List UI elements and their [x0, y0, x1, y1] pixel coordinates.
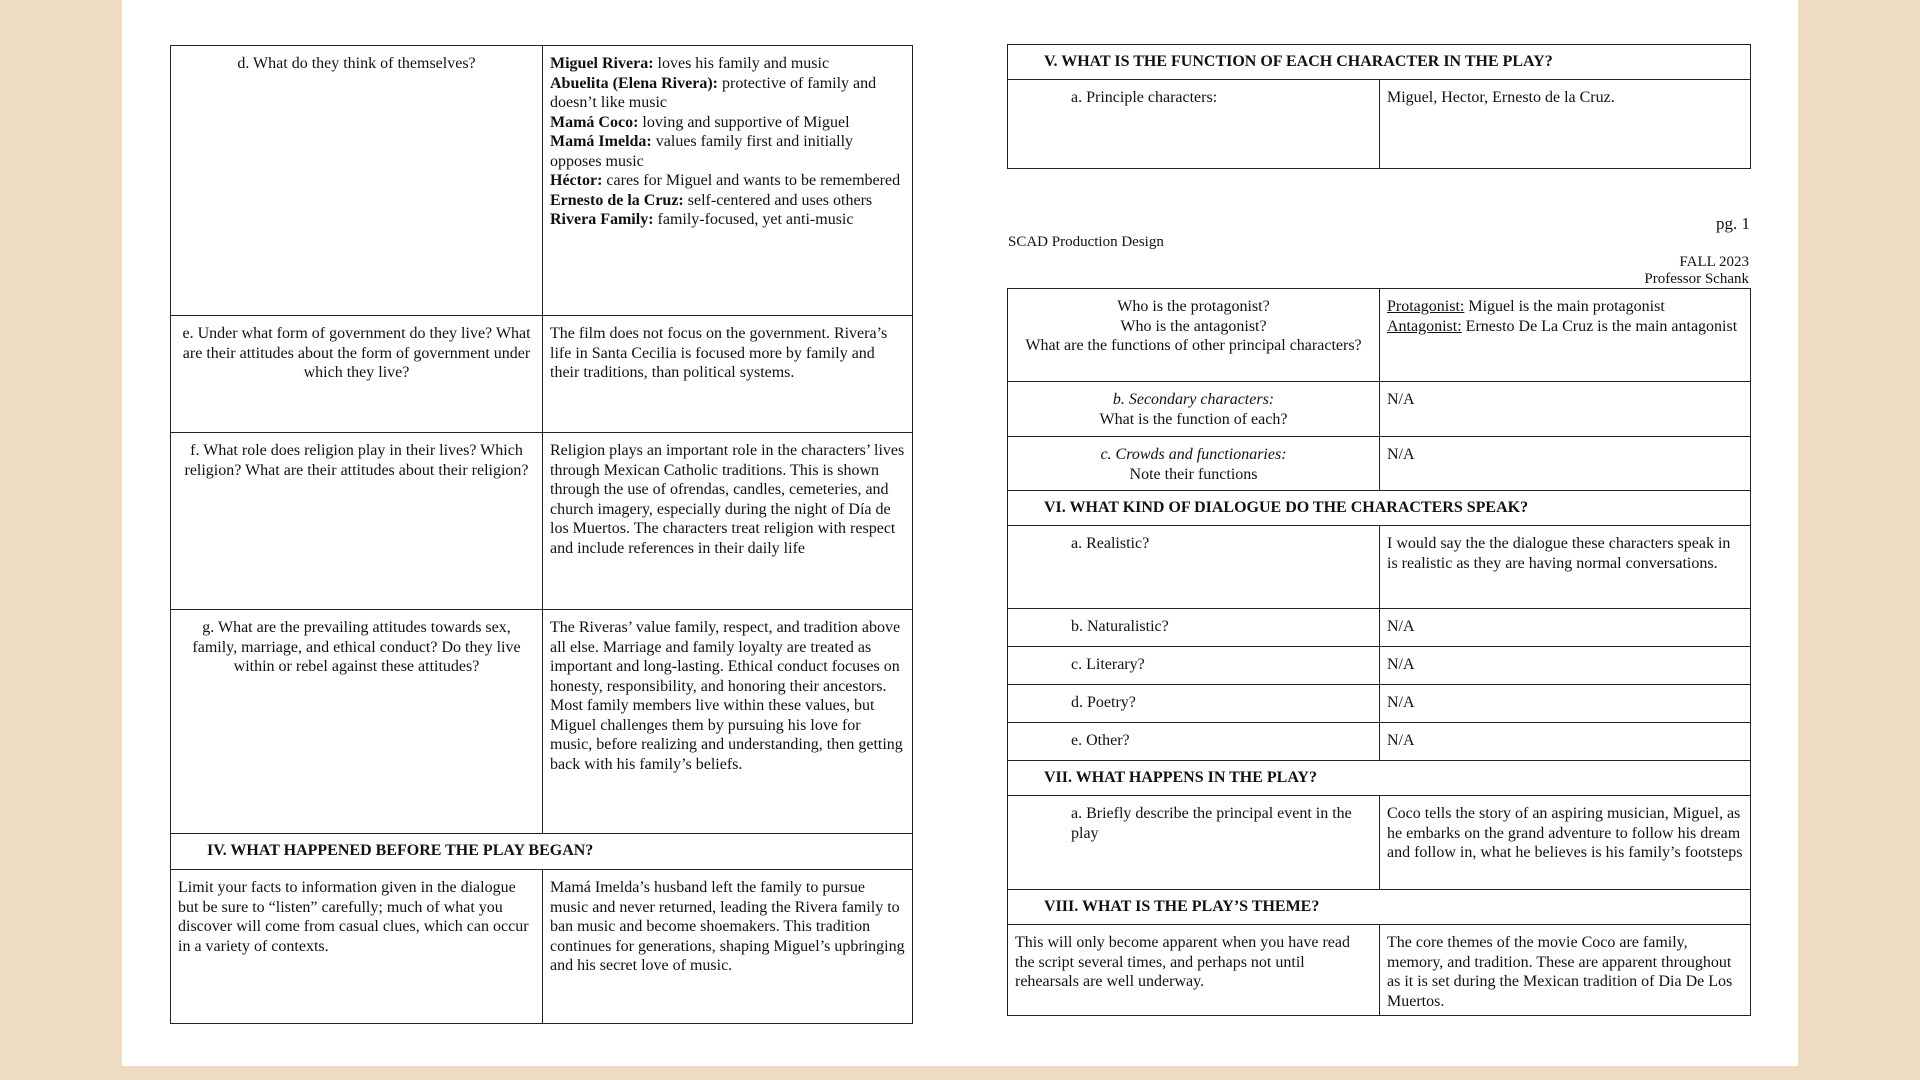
answer-d: [543, 46, 913, 316]
section-title: VIII. WHAT IS THE PLAY’S THEME?: [1008, 890, 1751, 925]
question-other: e. Other?: [1008, 723, 1380, 761]
answer-literary: N/A: [1380, 647, 1751, 685]
row-government: [171, 316, 913, 433]
answer-before-play: Mamá Imelda’s husband left the family to pursue music and never returned, leading the Rivera family to ban music and become shoemakers. This tradition continues for generations, shaping Miguel’s upbringing and his secret love of music.: [543, 870, 913, 1024]
row-other: [1008, 723, 1751, 761]
row-before-play: [171, 870, 913, 1024]
section-vi-header: [1008, 491, 1751, 526]
question-d: d. What do they think of themselves?: [171, 46, 543, 316]
background-strip: [0, 1066, 1920, 1080]
section-title: VII. WHAT HAPPENS IN THE PLAY?: [1008, 761, 1751, 796]
analysis-table: [1007, 288, 1751, 1016]
char-mama-imelda: Mamá Imelda: values family first and initially opposes music: [550, 133, 854, 170]
answer-poetry: N/A: [1380, 685, 1751, 723]
question-crowds: c. Crowds and functionaries: Note their functions: [1008, 437, 1380, 491]
row-protagonist: [1008, 289, 1751, 382]
character-function-table: [1007, 44, 1751, 169]
row-theme: [1008, 925, 1751, 1016]
char-mama-coco: Mamá Coco: loving and supportive of Miguel: [550, 113, 850, 131]
question-theme: This will only become apparent when you have read the script several times, and perhaps not until rehearsals are well underway.: [1008, 925, 1380, 1016]
row-religion: [171, 433, 913, 610]
row-principal-event: [1008, 796, 1751, 890]
answer-theme: The core themes of the movie Coco are family, memory, and tradition. These are apparent throughout as it is set during the Mexican tradition of Dia De Los Muertos.: [1380, 925, 1751, 1016]
row-self-perception: [171, 46, 913, 316]
question-protagonist: Who is the protagonist? Who is the antagonist? What are the functions of other principal characters?: [1008, 289, 1380, 382]
answer-g: The Riveras’ value family, respect, and tradition above all else. Marriage and family loyalty are treated as important and long-lasting. Ethical conduct focuses on honesty, responsibility, and honoring their ancestors. Most family members live within these values, but Miguel challenges them by pursuing his love for music, before realizing and understanding, then getting back with his family’s beliefs.: [543, 610, 913, 834]
answer-e: The film does not focus on the government. Rivera’s life in Santa Cecilia is focused more by family and their traditions, than political systems.: [543, 316, 913, 433]
question-principle: a. Principle characters:: [1008, 80, 1380, 169]
section-title: V. WHAT IS THE FUNCTION OF EACH CHARACTER IN THE PLAY?: [1008, 45, 1751, 80]
question-e: e. Under what form of government do they live? What are their attitudes about the form of government under which they live?: [171, 316, 543, 433]
question-poetry: d. Poetry?: [1008, 685, 1380, 723]
term: FALL 2023: [1679, 254, 1749, 270]
section-v-header: [1008, 45, 1751, 80]
section-title: VI. WHAT KIND OF DIALOGUE DO THE CHARACTERS SPEAK?: [1008, 491, 1751, 526]
answer-naturalistic: N/A: [1380, 609, 1751, 647]
left-questionnaire-table: [170, 45, 913, 1024]
professor: Professor Schank: [1644, 271, 1749, 287]
row-attitudes: [171, 610, 913, 834]
answer-crowds: N/A: [1380, 437, 1751, 491]
question-g: g. What are the prevailing attitudes towards sex, family, marriage, and ethical conduct? Do they live within or rebel against these attitudes?: [171, 610, 543, 834]
char-rivera-family: Rivera Family: family-focused, yet anti-music: [550, 211, 854, 228]
char-ernesto: Ernesto de la Cruz: self-centered and uses others: [550, 191, 873, 209]
section-vii-header: [1008, 761, 1751, 796]
row-secondary: [1008, 382, 1751, 437]
question-principal-event: a. Briefly describe the principal event in the play: [1008, 796, 1380, 890]
row-crowds: [1008, 437, 1751, 491]
question-realistic: a. Realistic?: [1008, 526, 1380, 609]
course-name: SCAD Production Design: [1008, 234, 1164, 250]
row-realistic: [1008, 526, 1751, 609]
row-literary: [1008, 647, 1751, 685]
row-principle-characters: [1008, 80, 1751, 169]
answer-other: N/A: [1380, 723, 1751, 761]
row-poetry: [1008, 685, 1751, 723]
section-iv-header: [171, 834, 913, 870]
question-naturalistic: b. Naturalistic?: [1008, 609, 1380, 647]
answer-realistic: I would say the the dialogue these characters speak in is realistic as they are having normal conversations.: [1380, 526, 1751, 609]
page-number: pg. 1: [1716, 214, 1750, 233]
answer-f: Religion plays an important role in the characters’ lives through Mexican Catholic traditions. This is shown through the use of ofrendas, candles, cemeteries, and church imagery, especially during the night of Día de los Muertos. The characters treat religion with respect and include references in their daily life: [543, 433, 913, 610]
answer-secondary: N/A: [1380, 382, 1751, 437]
section-viii-header: [1008, 890, 1751, 925]
answer-principal-event: Coco tells the story of an aspiring musician, Miguel, as he embarks on the grand adventure to follow his dream and follow in, what he believes is his family’s footsteps: [1380, 796, 1751, 890]
question-secondary: b. Secondary characters: What is the function of each?: [1008, 382, 1380, 437]
question-f: f. What role does religion play in their lives? Which religion? What are their attitudes about their religion?: [171, 433, 543, 610]
section-title: IV. WHAT HAPPENED BEFORE THE PLAY BEGAN?: [171, 834, 913, 870]
char-hector: Héctor: cares for Miguel and wants to be remembered: [550, 172, 901, 189]
row-naturalistic: [1008, 609, 1751, 647]
char-abuelita: Abuelita (Elena Rivera): protective of family and doesn’t like music: [550, 74, 877, 111]
char-miguel: Miguel Rivera: loves his family and music: [550, 55, 830, 72]
question-literary: c. Literary?: [1008, 647, 1380, 685]
question-before-play: Limit your facts to information given in the dialogue but be sure to “listen” carefully; much of what you discover will come from casual clues, which can occur in a variety of contexts.: [171, 870, 543, 1024]
answer-principle: Miguel, Hector, Ernesto de la Cruz.: [1380, 80, 1751, 169]
answer-protagonist: Protagonist: Miguel is the main protagonist Antagonist: Ernesto De La Cruz is the main antagonist: [1380, 289, 1751, 382]
